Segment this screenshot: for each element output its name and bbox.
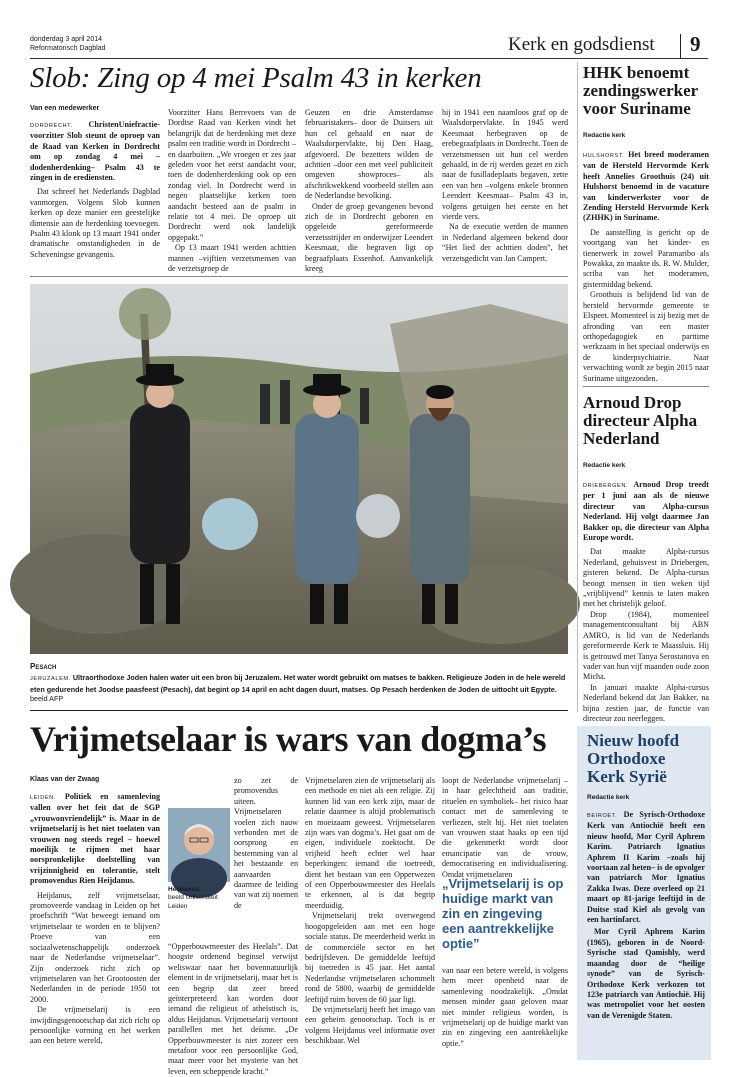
side2-p3: In januari maakte Alpha-cursus Nederland bekend dat Jan Bakker, na bijna zestien jaar, de functie van directeur zou neerleggen. [583,682,709,723]
photo-caption [30,673,568,704]
side1-headline: HHK benoemt zendingswerker voor Suriname [583,63,698,118]
side2-byline: Redactie kerk [583,462,626,469]
side2-headline: Arnoud Drop directeur Alpha Nederland [583,393,698,448]
side3-dateline: BEIROET. [587,813,618,819]
article2-col4-bottom [442,966,568,1062]
article2-col3 [305,776,435,1064]
pesach-photo [30,284,568,654]
side1-lead: Het breed moderamen van de Hersteld Hervormde Kerk heeft Annelies Groothuis (24) uit Hulshorst benoemd in de vacature van kinderwerkster voor de Zending Hersteld Hervormde Kerk (ZHHK) in Suriname. [583,150,710,223]
side3-byline: Redactie kerk [587,794,630,801]
side2-p1: Dat maakte Alpha-cursus Nederland, gehuisvest in Driebergen, gisteren bekend. De Alpha-cursus beoogt mensen in tien weken tijd „vrijblijvend” kennis te laten maken met het christelijk geloof. [583,547,709,609]
article1-col4-p2: Na de executie werden de mannen in Nederland algemeen bekend door “Het lied der achttien doden”, het verzetsgedicht van Jan Campert. [442,222,568,263]
masthead-divider [680,34,681,58]
photo-caption-title: Pesach [30,662,57,671]
side1-body [583,150,710,383]
article2-col1-p2: De vrijmetselarij is een inwijdingsgenootschap dat zich richt op persoonlijke vorming en het werken aan een betere wereld, [30,1005,160,1046]
article1-dateline: DORDRECHT. [30,123,73,129]
article2-col4-p2: van naar een betere wereld, is volgens hem meer openheid naar de samenleving noodzakelijk. „Omdat mensen minder gaan geloven maar niet minder religieus worden, is vrijmetselarij op de huidige markt van zin en zingeving een aantrekkelijke optie.” [442,966,568,1048]
portrait-credit: beeld Universiteit Leiden [168,894,218,910]
photo-caption-dateline: JERUZALEM. [30,676,71,682]
side3-body [587,810,705,1056]
article1-byline: Van een medewerker [30,105,100,112]
article1-headline: Slob: Zing op 4 mei Psalm 43 in kerken [30,62,482,94]
photo-caption-text: Ultraorthodoxe Joden halen water uit een bron bij Jeruzalem. Het water wordt gebruikt om matses te bakken. Religieuze Joden in de hele wereld eten gedurende het Joodse paasfeest (Pesach), dat begint op 14 april en acht dagen duurt, matses. Op Pesach herdenken de Joden de uittocht uit Egypte. [30,673,566,694]
side3-p1: Mor Cyril Aphrem Karim (1965), geboren in de Noord-Syrische stad Qamishly, werd maandag door de “heilige synode” van de Syrisch-Orthodoxe Kerk verkozen tot 123e patriarch van Antiochië. Hij was metropoliet voor het oosten van de Verenigde Staten. [587,927,705,1020]
photo-credit: beeld AFP [30,694,64,704]
side1-byline: Redactie kerk [583,132,626,139]
masthead-paper: Reformatorisch Dagblad [30,45,106,52]
sidebar-divider [577,62,578,712]
article2-col1 [30,792,160,1060]
masthead-rule [30,58,708,59]
article1-col3-p2: Onder de groep gevangenen bevond zich de in Dordrecht geboren en opgeleide gereformeerde verzetsstrijder en onderwijzer Leendert Keesmaat, die begraven ligt op begraafplaats Essenhof. Aanvankelijk kreeg [305,201,433,274]
article2-dateline: LEIDEN. [30,795,56,801]
side3-headline: Nieuw hoofd Orthodoxe Kerk Syrië [587,731,680,786]
portrait-caption-name: Heijdanus. [168,886,201,893]
article1-col3 [305,108,433,274]
article1-col3-p1: Geuzen en drie Amsterdamse februaristakers– door de Duitsers uit hun cel gehaald en naar de Waalsdorpervlakte, bij Den Haag, afgevoerd. De bezetters wilden de achttien –door een met veel publiciteit omgeven showproces– als afschrikwekkend voorbeeld stellen aan de Nederlandse bevolking. [305,108,433,201]
article1-col4 [442,108,568,270]
page-number: 9 [690,32,701,56]
article1-col2 [168,108,296,274]
article1-col2-p1: Voorzitter Hans Berrevoets van de Dordtse Raad van Kerken vindt het belangrijk dat de herdenking met deze psalm een traditie wordt in Dordrecht – en daarbuiten. „We vroegen er zes jaar geleden voor het eerst aandacht voor, toen de dodenherdenking ook op een zondag viel. In Dordrecht werd in negen plaatselijke kerken toen aandacht besteed aan de psalm in relatie tot 4 mei. De oproep uit Dordrecht werd ook landelijk opgepakt.” [168,108,296,242]
article1-bottom-rule [30,276,568,277]
pesach-photo-illustration [30,284,568,654]
side2-lead: Arnoud Drop treedt per 1 juni aan als de nieuwe directeur van Alpha-cursus Nederland. Hij volgt daarmee Jan Bakker op, die directeur van Alpha Europe wordt. [583,480,709,543]
article2-col2-text: zo zet de promovendus uiteen. Vrijmetselaren voelen zich nauw verbonden met de oorsprong en bestemming van al het bestaande en aanvaarden daarmee de leiding van wat zij noemen de “Opperbouwmeester des Heelals”. Dat hoogste ordenend beginsel verwijst weliswaar naar het bovennatuurlijk element in de vrijmetselarij, maar het is een begrip dat zeer breed geïnterpreteerd kan worden door iemand die religieus of atheïstisch is, aldus Heijdanus. Vrijmetselarij vertoont parallellen met het deïsme. „De Opperbouwmeester is niet zozeer een metafoor voor een persoonlijke God, maar meer voor het mysterie van het leven, een scheppende kracht.” [168,776,298,1076]
article1-lead: ChristenUniefractie-voorzitter Slob steunt de oproep van de Raad van Kerken in Dordrecht om op zondag 4 mei –dodenherdenking– Psalm 43 te zingen in de erediensten. [30,120,160,183]
side1-p2: Groothuis is belijdend lid van de hersteld hervormde gemeente te Elspeet. Momenteel is zij bezig met de afronding van een master orthopedagogiek en parttime werkzaam in het speciaal onderwijs en de kinderpsychiatrie. Naar verwachting wordt ze begin 2015 naar Suriname uitgezonden. [583,290,709,383]
section-title: Kerk en godsdienst [508,34,655,55]
article2-headline: Vrijmetselaar is wars van dogma’s [30,719,547,759]
side1-p1: De aanstelling is gericht op de voortgang van het kinder- en tienerwerk in zowel Paramaribo als Powakka, zo maakte ds. R. W. Mulder, scriba van het moderamen, gistermiddag bekend. [583,227,709,289]
article2-byline: Klaas van der Zwaag [30,776,100,783]
side1-rule [583,386,709,387]
article2-col1-p1: Heijdanus, zelf vrijmetselaar, promoveerde vandaag in Leiden op het proefschrift “Wat beweegt iemand om vrijmetselaar te worden en te blijven? Proeve van een sociaalwetenschappelijk onderzoek naar de Nederlandse vrijmetselaar”. Zijn onderzoek richt zich op vrijmetselaren van het Grootoosten der Nederlanden in de periode 1950 tot 2000. [30,890,160,1004]
article2-col3-p1: Vrijmetselaren zien de vrijmetselarij als een methode en niet als een religie. Zij kunnen lid van een kerk zijn, maar de relatie daarmee is altijd problematisch en moeizaam geweest. Vrijmetselaren zijn wars van dogma’s. Het gaat om de eigen, individuele zoektocht. De vrijheid heeft echter wel haar beperkingen: iemand die toetreedt, dient het bestaan van een Opperwezen of een Opperbouwmeester des Heelals te erkennen, al is dat begrip meerduidig. [305,776,435,910]
photo-bottom-rule [30,710,568,711]
article2-pullquote: „Vrijmetselarij is op huidige markt van zin en zingeving een aantrekkelijke optie” [442,876,564,951]
article1-col4-p1: hij in 1941 een naamloos graf op de Waalsdorpervlakte. In 1945 werd Keesmaat herbegraven op de erebegraafplaats in Dordrecht. Toen de verzetsmensen uit hun cel werden gehaald, in de rij werden gezet en zich naar de fusilladeplaats begaven, zette een van hen –volgens enkele bronnen Leendert Keesmaat– Psalm 43 in, volgens getuigen het eerste en het vierde vers. [442,108,568,222]
side2-dateline: DRIEBERGEN. [583,483,629,489]
article2-col3-p2: Vrijmetselarij trekt overwegend hoogopgeleiden aan met een hoge sociale status. De meerderheid werkt in de commerciële sector en het bedrijfsleven. De gemiddelde leeftijd bij toetreden is 45 jaar. Het aantal Nederlandse vrijmetselaren schommelt rond de 5800, waarbij de gemiddelde leeftijd ruim boven de 60 jaar ligt. [305,911,435,1004]
article2-col3-p3: De vrijmetselarij heeft het imago van een geheim genootschap. Toch is er volgens Heijdanus veel informatie over beschikbaar. Wel [305,1004,435,1046]
side3-lead: De Syrisch-Orthodoxe Kerk van Antiochië heeft een nieuw hoofd, Mor Cyril Aphrem Karim. Patriarch Ignatius Aphrem II Karim –zoals hij voortaan zal heten– is de opvolger van patriarch Mor Ignatius Zakka Iwas. Deze overleed op 21 maart op 81-jarige leeftijd in de Duitse stad Kiel als gevolg van een hartinfarct. [587,810,705,925]
article2-lead: Politiek en samenleving vallen over het feit dat de SGP „vrouwonvriendelijk” is. Maar in de vrijmetselarij is het niet toelaten van vrouwen nog steeds regel – hoewel moeilijk te rijmen met haar oorspronkelijke doelstelling van vrijzinnigheid en tolerantie, stelt promovendus Rien Heijdanus. [30,792,160,886]
article1-col1 [30,120,160,270]
masthead-date: donderdag 3 april 2014 [30,36,103,43]
side2-body [583,480,709,723]
side2-p2: Drop (1984), momenteel managementconsultant bij ABN AMRO, is lid van de Nederlands gereformeerde Kerk te Maassluis. Hij is getrouwd met Tanya Serostanova en vader van hun vijf maanden oude zoon Micha. [583,609,709,682]
article1-col1-text: Dat schreef het Nederlands Dagblad vanmorgen. Volgens Slob kunnen kerken op deze manier een geestelijke dimensie aan de herdenking toevoegen. Psalm 43 klonk op 13 maart 1941 onder dramatische omstandigheden in de Scheveningse gevangenis. [30,187,160,259]
article1-col2-p2: Op 13 maart 1941 werden achttien mannen –vijftien verzetsmensen van de verzetsgroep de [168,243,296,274]
article2-col2 [168,776,298,1076]
article2-col4-p1: loopt de Nederlandse vrijmetselarij –in haar gelechtheid aan traditie, rituelen en symboliek– het risico haar contact met de samenleving te verliezen, stelt hij. Het niet toelaten van vrouwen staat haaks op een tijd die gekenmerkt wordt door emancipatie van de vrouw, democratisering en individualisering. Omdat vrijmetselaren [442,776,568,879]
article2-col4-top [442,776,568,879]
side1-dateline: HULSHORST. [583,153,625,159]
